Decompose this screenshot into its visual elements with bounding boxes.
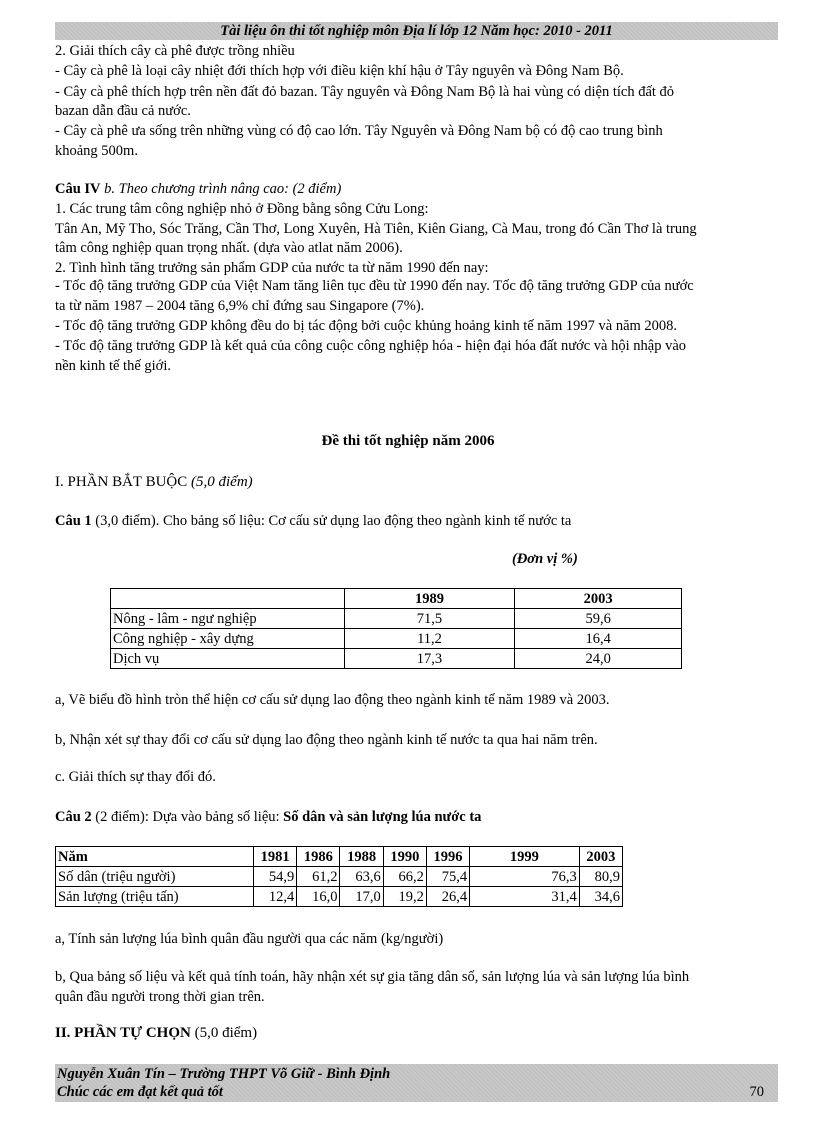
text-line: khoảng 500m.	[55, 143, 138, 159]
text-line: - Tốc độ tăng trưởng GDP là kết quả của công cuộc công nghiệp hóa - hiện đại hóa đất nước và hội nhập vào	[55, 338, 687, 354]
part-label: I. PHẦN BẮT BUỘC	[55, 474, 188, 490]
text-line: tâm công nghiệp quan trọng nhất. (dựa vào atlat năm 2006).	[55, 240, 403, 256]
population-rice-table	[55, 846, 623, 907]
table-cell: Dịch vụ	[111, 649, 345, 669]
text-line: - Cây cà phê là loại cây nhiệt đới thích hợp với điều kiện khí hậu ở Tây nguyên và Đông Nam Bộ.	[55, 63, 624, 79]
table-cell: 17,0	[340, 887, 383, 907]
table-cell: 34,6	[579, 887, 622, 907]
table-header-cell: 1989	[344, 589, 515, 609]
table-row	[111, 649, 682, 669]
text-line: ta từ năm 1987 – 2004 tăng 6,9% chỉ đứng sau Singapore (7%).	[55, 298, 425, 314]
table-header-cell: 2003	[579, 847, 622, 867]
table-cell: 61,2	[297, 867, 340, 887]
table-row	[56, 867, 623, 887]
table-cell: 75,4	[426, 867, 469, 887]
table-cell: Số dân (triệu người)	[56, 867, 254, 887]
table-header-cell: 1996	[426, 847, 469, 867]
question-line	[55, 808, 481, 826]
text-line: 1. Các trung tâm công nghiệp nhỏ ở Đồng bằng sông Cửu Long:	[55, 201, 429, 217]
table-cell: 26,4	[426, 887, 469, 907]
table-cell: 16,4	[515, 629, 682, 649]
text-line: a, Vẽ biểu đồ hình tròn thể hiện cơ cấu sử dụng lao động theo ngành kinh tế năm 1989 và 2003.	[55, 692, 610, 708]
question-line	[55, 512, 571, 530]
table-cell: 11,2	[344, 629, 515, 649]
table-cell: 66,2	[383, 867, 426, 887]
table-cell: Sản lượng (triệu tấn)	[56, 887, 254, 907]
text-line: quân đầu người trong thời gian trên.	[55, 989, 265, 1005]
part-points: (5,0 điểm)	[187, 474, 253, 490]
part-heading	[55, 473, 253, 491]
table-cell: 63,6	[340, 867, 383, 887]
table-title: Số dân và sản lượng lúa nước ta	[283, 809, 482, 825]
text-line: b, Nhận xét sự thay đổi cơ cấu sử dụng lao động theo ngành kinh tế nước ta qua hai năm trên.	[55, 732, 598, 748]
table-cell: 24,0	[515, 649, 682, 669]
table-row	[56, 887, 623, 907]
table-header-row	[111, 589, 682, 609]
table-cell: 16,0	[297, 887, 340, 907]
table-cell: 12,4	[254, 887, 297, 907]
page-footer	[55, 1064, 778, 1102]
table-cell: Công nghiệp - xây dựng	[111, 629, 345, 649]
text-line: 2. Tình hình tăng trưởng sản phẩm GDP của nước ta từ năm 1990 đến nay:	[55, 260, 489, 276]
part-heading	[55, 1024, 257, 1042]
table-header-cell	[111, 589, 345, 609]
text-line: - Tốc độ tăng trưởng GDP của Việt Nam tăng liên tục đều từ 1990 đến nay. Tốc độ tăng trưởng GDP của nước	[55, 278, 694, 294]
table-header-cell: 1999	[470, 847, 580, 867]
text-line: bazan dẫn đầu cả nước.	[55, 103, 191, 119]
question-subtitle: b. Theo chương trình nâng cao: (2 điểm)	[100, 181, 342, 197]
footer-message: Chúc các em đạt kết quả tốt	[57, 1084, 223, 1100]
exam-title: Đề thi tốt nghiệp năm 2006	[321, 433, 495, 449]
question-label: Câu 1	[55, 513, 92, 529]
table-cell: Nông - lâm - ngư nghiệp	[111, 609, 345, 629]
part-points: (5,0 điểm)	[190, 1025, 258, 1041]
question-label: Câu 2	[55, 809, 92, 825]
table-header-cell: 2003	[515, 589, 682, 609]
text-line: - Cây cà phê thích hợp trên nền đất đỏ bazan. Tây nguyên và Đông Nam Bộ là hai vùng có diện tích đất đỏ	[55, 84, 675, 100]
table-row	[111, 609, 682, 629]
table-cell: 17,3	[344, 649, 515, 669]
text-line: 2. Giải thích cây cà phê được trồng nhiều	[55, 43, 295, 59]
table-cell: 31,4	[470, 887, 580, 907]
table-cell: 71,5	[344, 609, 515, 629]
question-text: (2 điểm): Dựa vào bảng số liệu:	[91, 809, 284, 825]
table-cell: 76,3	[470, 867, 580, 887]
table-cell: 80,9	[579, 867, 622, 887]
text-line: - Tốc độ tăng trưởng GDP không đều do bị tác động bởi cuộc khủng hoảng kinh tế năm 1997 và năm 2008.	[55, 318, 678, 334]
labor-structure-table	[110, 588, 682, 669]
text-line: - Cây cà phê ưa sống trên những vùng có độ cao lớn. Tây Nguyên và Đông Nam bộ có độ cao trung bình	[55, 123, 663, 139]
page-number: 70	[749, 1084, 764, 1100]
table-header-cell: Năm	[56, 847, 254, 867]
text-line: c. Giải thích sự thay đổi đó.	[55, 769, 216, 785]
text-line: b, Qua bảng số liệu và kết quả tính toán, hãy nhận xét sự gia tăng dân số, sản lượng lúa và sản lượng lúa bình	[55, 969, 690, 985]
text-line: a, Tính sản lượng lúa bình quân đầu người qua các năm (kg/người)	[55, 931, 444, 947]
text-line: Tân An, Mỹ Tho, Sóc Trăng, Cần Thơ, Long Xuyên, Hà Tiên, Kiên Giang, Cà Mau, trong đó Cần Thơ là trung	[55, 221, 697, 237]
table-row	[111, 629, 682, 649]
table-header-cell: 1986	[297, 847, 340, 867]
table-cell: 59,6	[515, 609, 682, 629]
table-header-cell: 1988	[340, 847, 383, 867]
text-line: nền kinh tế thế giới.	[55, 358, 171, 374]
table-cell: 19,2	[383, 887, 426, 907]
table-cell: 54,9	[254, 867, 297, 887]
question-heading	[55, 180, 341, 198]
unit-label: (Đơn vị %)	[512, 551, 578, 567]
footer-author: Nguyễn Xuân Tín – Trường THPT Võ Giữ - Bình Định	[57, 1066, 391, 1082]
table-header-cell: 1981	[254, 847, 297, 867]
question-text: (3,0 điểm). Cho bảng số liệu: Cơ cấu sử dụng lao động theo ngành kinh tế nước ta	[91, 513, 572, 529]
table-header-cell: 1990	[383, 847, 426, 867]
page-header: Tài liệu ôn thi tốt nghiệp môn Địa lí lớp 12 Năm học: 2010 - 2011	[55, 22, 778, 40]
table-header-row	[56, 847, 623, 867]
question-label: Câu IV	[55, 181, 101, 197]
part-label: II. PHẦN TỰ CHỌN	[55, 1025, 191, 1041]
